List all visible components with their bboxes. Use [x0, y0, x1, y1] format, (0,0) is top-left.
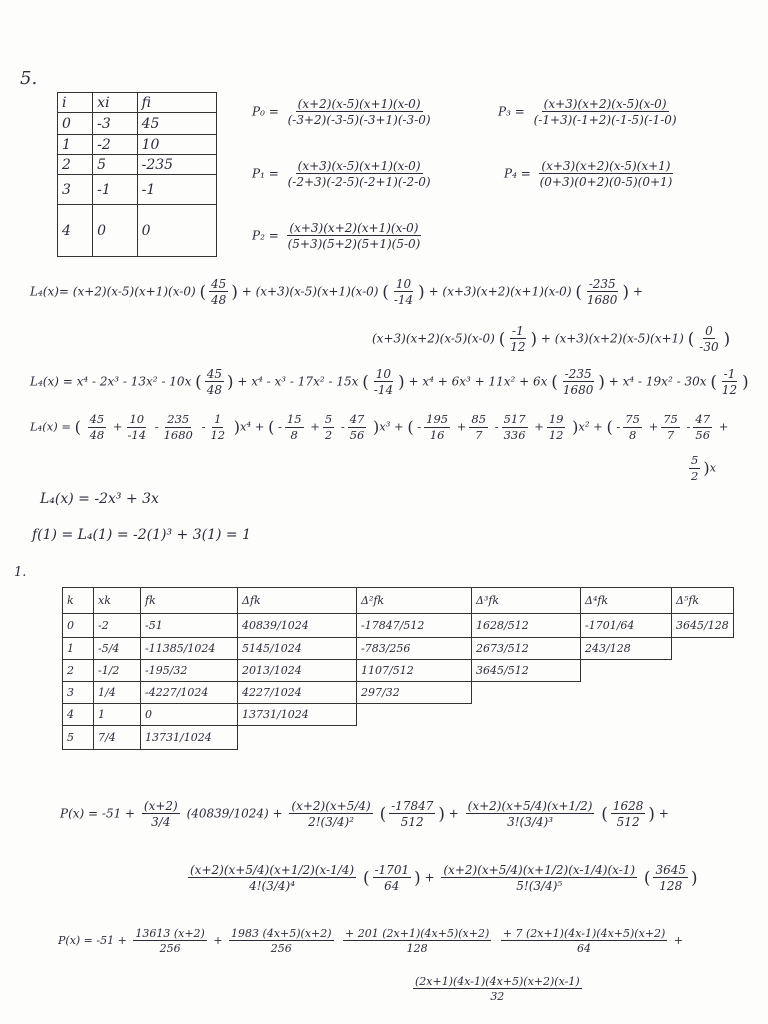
table-row: 3 1/4 -4227/1024 4227/1024 297/32	[63, 682, 734, 704]
lagrange-expanded-line: L₄(x) = x⁴ - 2x³ - 13x² - 10x ( $\frac{45}{48}$ ) + x⁴ - x³ - 17x² - 15x ( $\frac{10}{-14}$ ) + x⁴ + 6x³ + 11x² + 6x ( $\frac{-235}{1680}$ ) + x⁴ - 19x² - 30x ( $\frac{-1}{12}$ )	[30, 367, 749, 397]
lagrange-collected-tail: $\frac{5}{2}$ )x	[691, 453, 717, 483]
table-row: 3 -1 -1	[58, 175, 217, 205]
table-row: 0 -3 45	[58, 113, 217, 135]
lagrange-sum-line-1: L₄(x)= (x+2)(x-5)(x+1)(x-0) ( $\frac{45}{48}$ ) + (x+3)(x-5)(x+1)(x-0) ( $\frac{10}{-14}$ ) + (x+3)(x+2)(x+1)(x-0) ( $\frac{-235}{1680}$ ) +	[30, 277, 643, 307]
header-i: i	[58, 93, 93, 113]
table-row: 1 -2 10	[58, 135, 217, 155]
newton-polynomial-line-1: P(x) = -51 + $\frac{(x+2)}{3/4}$ (40839/1024) + $\frac{(x+2)(x+5/4)}{\text{2!(3/4)²}}$ ( $\frac{-17847}{512}$ ) + $\frac{(x+2)(x+5/4)(x+1/2)}{\text{3!(3/4)³}}$ ( $\frac{1628}{512}$ ) +	[60, 799, 669, 829]
problem-1-label: 1.	[14, 565, 27, 580]
header-fi: fi	[137, 93, 216, 113]
table-row: 5 7/4 13731/1024	[63, 726, 734, 750]
basis-p0: P₀ = $\frac{(x+2)(x-5)(x+1)(x-0)}{(-3+2)(-3-5)(-3+1)(-3-0)}$	[252, 97, 431, 127]
newton-polynomial-line-4: $\frac{(2x+1)(4x-1)(4x+5)(x+2)(x-1)}{32}$	[415, 975, 580, 1003]
table-row: 1 -5/4 -11385/1024 5145/1024 -783/256 2673/512 243/128	[63, 638, 734, 660]
table-row: 4 1 0 13731/1024	[63, 704, 734, 726]
lagrange-result: L₄(x) = -2x³ + 3x	[40, 491, 159, 507]
table-row: 2 5 -235	[58, 155, 217, 175]
lagrange-evaluation: f(1) = L₄(1) = -2(1)³ + 3(1) = 1	[32, 527, 252, 543]
newton-polynomial-line-2: $\frac{(x+2)(x+5/4)(x+1/2)(x-1/4)}{\text{4!(3/4)⁴}}$ ( $\frac{-1701}{64}$ ) + $\frac{(x+2)(x+5/4)(x+1/2)(x-1/4)(x-1)}{\text{5!(3/4)⁵}}$ ( $\frac{3645}{128}$ )	[190, 863, 698, 893]
basis-p1: P₁ = $\frac{(x+3)(x-5)(x+1)(x-0)}{(-2+3)(-2-5)(-2+1)(-2-0)}$	[252, 159, 431, 189]
difference-table	[62, 587, 734, 750]
lagrange-collected-line: L₄(x) = ( $\frac{45}{48}$ + $\frac{10}{-14}$ - $\frac{235}{1680}$ - $\frac{1}{12}$ )x⁴ + ( - $\frac{15}{8}$ + $\frac{5}{2}$ - $\frac{47}{56}$ )x³ + ( - $\frac{195}{16}$ + $\frac{85}{7}$ - $\frac{517}{336}$ + $\frac{19}{12}$ )x² + ( - $\frac{75}{8}$ + $\frac{75}{7}$ - $\frac{47}{56}$ +	[30, 412, 729, 442]
lagrange-sum-line-1b: (x+3)(x+2)(x-5)(x-0) ( $\frac{-1}{12}$ ) + (x+3)(x+2)(x-5)(x+1) ( $\frac{0}{-30}$ )	[372, 324, 731, 354]
table-row: 4 0 0	[58, 205, 217, 257]
header-xi: xi	[93, 93, 137, 113]
basis-p3: P₃ = $\frac{(x+3)(x+2)(x-5)(x-0)}{(-1+3)(-1+2)(-1-5)(-1-0)}$	[498, 97, 677, 127]
difference-table-header: k xk fk Δfk Δ²fk Δ³fk Δ⁴fk Δ⁵fk	[63, 588, 734, 614]
problem-5-label: 5.	[20, 68, 38, 89]
table-row: 2 -1/2 -195/32 2013/1024 1107/512 3645/512	[63, 660, 734, 682]
lagrange-data-table	[57, 92, 217, 257]
newton-polynomial-line-3: P(x) = -51 + $\frac{13613 (x+2)}{256}$ + $\frac{1983 (4x+5)(x+2)}{256}$ $\frac{+ 201 (2x+1)(4x+5)(x+2)}{128}$ $\frac{+ 7 (2x+1)(4x-1)(4x+5)(x+2)}{64}$ +	[58, 927, 684, 955]
basis-p4: P₄ = $\frac{(x+3)(x+2)(x-5)(x+1)}{(0+3)(0+2)(0-5)(0+1)}$	[504, 159, 673, 189]
basis-p2: P₂ = $\frac{(x+3)(x+2)(x+1)(x-0)}{(5+3)(5+2)(5+1)(5-0)}$	[252, 221, 421, 251]
table-row: 0 -2 -51 40839/1024 -17847/512 1628/512 -1701/64 3645/128	[63, 614, 734, 638]
